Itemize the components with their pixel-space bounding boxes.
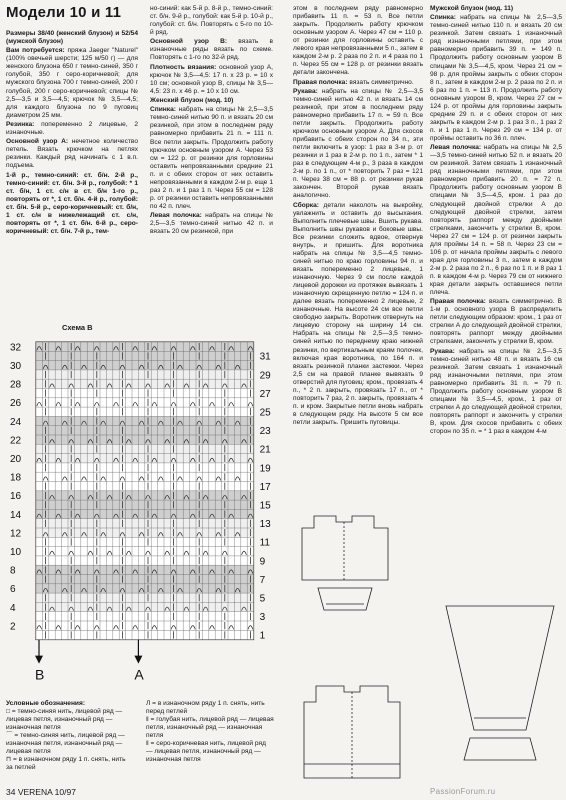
women-left-text: набрать на спицы № 2,5—3,5 темно-синей нитью 42 п. и вязать 20 см резинкой, при: [150, 212, 273, 236]
row-number-right: 1: [259, 630, 266, 642]
row-number-right: 27: [259, 388, 271, 400]
legend-item: ⊓ = в изнаночном ряду 1 п. снять, нить за петлей: [6, 756, 126, 772]
men-left-heading: Левая полочка:: [430, 144, 482, 152]
women-sleeves-heading: Рукава:: [293, 87, 318, 95]
legend-item: ⌒ = темно-синяя нить, лицевой ряд — изнаночная петля, изнаночный ряд — лицевая петля: [6, 732, 125, 756]
page-footer: 34 VERENA 10/97: [6, 787, 76, 797]
women-left-heading: Левая полочка:: [150, 212, 202, 220]
row-number-left: 22: [10, 435, 22, 447]
density-text: основной узор А, крючок № 3,5—4,5: 17 п. х 23 р. = 10 х 10 см; основной узор В, спицы № 3,5—4,5: 23 п. х 46 р. = 10 х 10 см.: [150, 63, 273, 95]
men-column: [430, 5, 562, 605]
women-left-cont: этом в последнем ряду равномерно прибавить 11 п. = 53 п. Все петли закрыть. Продолжить работу крючком основным узором А. Через 47 см = 110 р. от резинки для горловины оставить с левого края непровязанными 5 п., затем в каждом 2-м р. 2 раза по 2 п. и 4 раза по 1 п. Через 55 см = 128 р. от резинки вязать детали закончена.: [293, 5, 423, 77]
row-number-left: 14: [10, 509, 22, 521]
men-back-heading: Спинка:: [430, 14, 456, 22]
density-heading: Плотность вязания:: [150, 63, 217, 71]
women-sleeves-text: набрать на спицы № 2,5—3,5 темно-синей нитью 42 п. и вязать 14 см резинкой, при этом в последнем ряду равномерно прибавить 17 п. = 59 п. Все петли закрыть. Продолжить работу крючком основным узором А. Для скосов прибавить с обеих сторон по 34 п., эти петли включить в узор: 1 раз в 3-м р. от резинки и 1 раз в 2-м р. по 1 п., затем * 1 раз в следующем 4-м р., 3 раза в каждом 2-м р. по 1 п., от * повторить 7 раз = 121 п. Через 38 см = 88 р. от резинки рукав закончен. Второй рукав вязать аналогично.: [293, 87, 423, 200]
pattern-a-text: нечетное количество петель. Вязать крючком на петлях резинки. Каждый ряд начинать с 1 в.п. подъема.: [6, 138, 138, 170]
row-number-left: 18: [10, 472, 22, 484]
arrow-a-head: [134, 656, 142, 664]
men-back-text: набрать на спицы № 2,5—3,5 темно-синей нитью 110 п. и вязать 20 см резинкой. Затем связать 1 изнаночный ряд изнаночными петлями, при этом равномерно прибавить 39 п. = 149 п. Продолжить работу основным узором В спицами № 3,5—4,5, кром. Через 21 см = 98 р. для проймы закрыть с обеих сторон 8 п., затем в каждом 2-м р. 2 раза по 2 п. и 6 раз по 1 п. = 113 п. Продолжить работу основным узором В, кром. Через 27 см = 124 р. от проймы для горловины закрыть средние 29 п. и с обеих сторон от них закрыть в каждом 2-м р. 1 раз 3 п., 1 раз 2 п. и 1 раз 1 п. Через 29 см = 134 р. от проймы оставить по 36 п. плеч.: [430, 14, 562, 142]
legend-item: □ = темно-синяя нить, лицевой ряд — лицевая петля, изнаночный ряд — изнаночная петля: [6, 708, 123, 732]
row-number-right: 23: [259, 426, 271, 438]
row-number-right: 9: [259, 556, 266, 568]
men-left-text: набрать на спицы № 2,5—3,5 темно-синей нитью 52 п. и вязать 20 см резинкой. Затем связать 1 изнаночный ряд изнаночными петлями, при этом равномерно прибавить 20 п. = 72 п. Продолжить работу основным узором В спицами № 3,5—4,5, кром. 1 раз до следующей двойной стрелки А до следующей двойной стрелки, затем повторять раппорт между двойными стрелками, закончить у стрелки В, кром. Через 27 см = 124 р. от резинки закрыть для проймы 14 п. = 58 п. Через 23 см = 106 р. от начала проймы закрыть с левого края для горловины 3 п., затем в каждом 2-м р. 2 раза по 2 п., 6 раз по 1 п. и 8 раз 1 п. в каждом 4-м р. Через 79 см от нижнего края детали закрыть оставшиеся петли плеча.: [430, 144, 562, 297]
row-number-left: 4: [10, 602, 16, 614]
row-number-left: 8: [10, 565, 16, 577]
men-sleeves-text: набрать на спицы № 2,5—3,5 темно-синей нитью 48 п. и вязать 16 см резинкой. Затем связать 1 изнаночный ряд изнаночными петлями, при этом равномерно прибавить 31 п. = 79 п. Продолжить работу основным узором В спицами № 3,5—4,5, кром., 1 раз от стрелки А до следующей двойной стрелки, повторять раппорт и закончить у стрелки В, кром. Для скосов прибавить с обеих сторон по 35 п. = * 1 раз в каждом 4-м: [430, 347, 562, 436]
row-number-left: 30: [10, 360, 22, 372]
men-heading: Мужской блузон (мод. 11): [430, 5, 514, 12]
women-column-2: [293, 5, 423, 505]
row-number-left: 6: [10, 584, 16, 596]
row-number-left: 32: [10, 342, 22, 354]
legend-heading: Условные обозначения:: [6, 700, 86, 707]
pattern-a-heading: Основной узор А:: [6, 138, 69, 146]
row-number-left: 24: [10, 416, 22, 428]
legend: [6, 700, 276, 784]
women-pattern-pieces: [296, 508, 394, 616]
row-number-right: 3: [259, 612, 266, 624]
row-number-right: 7: [259, 574, 266, 586]
row-number-left: 20: [10, 453, 22, 465]
pattern-b-text: вязать в изнаночные ряды вязать по схеме. Повторять с 1-го по 32-й ряд.: [150, 38, 273, 62]
arrow-b-head: [35, 656, 43, 664]
row-number-right: 19: [259, 463, 271, 475]
assembly-text: детали наколоть на выкройку, увлажнить и оставить до высыхания. Выполнить плечевые швы. Вшить рукава. Выполнить швы рукавов и боковые швы. Все резинки сложить вдвое, отвернув внутрь, и пришить. Для воротника набрать на спицы № 3,5—4,5 темно-синей нитью по краю горловины 94 п. и вязать попеременно 2 лицевые, 1 изнаночную. Через 9 см после каждой лицевой дорожки из протяжек вывязать 1 изнаночную скрещенную петлю = 124 п. и далее вязать попеременно 2 лицевые, 2 изнаночные. На высоте 24 см все петли свободно закрыть. Воротник отвернуть на лицевую сторону на ширину 14 см. Набрать на спицы № 2,5—3,5 темно-синей нитью по переднему краю нижней резинки, по вертикальным краям полочек, включая края воротника, по 164 п. и вязать резинкой планки застежки. Через 2,5 см на правой планке вывязать 9 отверстий для пуговиц: кром., провязать 4 п., * 2 п. закрыть, провязать 17 п., от * повторить 7 раз, 2 п. закрыть, провязать 4 п. и кром. Закрытые петли вновь набрать в следующем ряду. На высоте 5 см все петли закрыть. Пришить пуговицы.: [293, 201, 423, 426]
women-right-heading: Правая полочка:: [293, 78, 348, 86]
rib-heading: Резинка:: [6, 120, 35, 128]
legend-item: ‖ = голубая нить, лицевой ряд — лицевая петля, изнаночный ряд — изнаночная петля: [146, 716, 274, 740]
arrow-b-label: B: [35, 666, 45, 683]
watermark: PassionForum.ru: [430, 787, 496, 796]
intro-column: [6, 30, 138, 317]
row-number-right: 11: [259, 537, 270, 549]
legend-item: ‖ = серо-коричневая нить, лицевой ряд — лицевая петля, изнаночный ряд — изнаночная петля: [146, 740, 266, 764]
row-number-right: 17: [259, 481, 271, 493]
row-number-left: 16: [10, 491, 22, 503]
sleeve-pattern-piece: [440, 600, 560, 770]
legend-item: Л = в изнаночном ряду 1 п. снять, нить перед петлей: [146, 700, 265, 716]
pattern-a-cont: но-синий: как 5-й р. 8-й р., темно-синий: ст. б/н. 9-й р., голубой: как 5-й р. 10-й р., голубой: ст. б/н. Повторять с 5-го по 10-й ряд.: [150, 5, 273, 37]
men-sleeves-heading: Рукава:: [430, 347, 455, 355]
men-right-text: вязать симметрично. В 1-м р. основного узора В распределить петли следующим образом: кром., 1 раз от стрелки А до следующей двойной стрелки, повторять раппорт между двойными стрелками, закончить у стрелки В, кром.: [430, 298, 562, 346]
row-number-left: 12: [10, 528, 22, 540]
pattern-b-heading: Основной узор В:: [150, 38, 228, 46]
women-back-text: набрать на спицы № 2,5—3,5 темно-синей нитью 90 п. и вязать 20 см резинкой, при этом в последнем ряду равномерно прибавить 21 п. = 111 п. Все петли закрыть. Продолжить работу крючком основным узором А. Через 53 см = 122 р. от резинки для горловины оставить непровязанными средние 21 п. и с обеих сторон от них оставить непровязанными в каждом 2-м р. еще 1 раз 2 п. и 1 раз 1 п. Через 55 см = 128 р. от резинки оставить непровязанными по 42 п. плеч.: [150, 106, 273, 210]
women-right-text: вязать симметрично.: [349, 78, 414, 86]
men-pattern-pieces: [296, 680, 424, 788]
row-number-right: 5: [259, 593, 266, 605]
row-number-left: 2: [10, 621, 16, 633]
row-number-right: 31: [259, 351, 271, 363]
row-number-right: 13: [259, 519, 271, 531]
row-number-right: 15: [259, 500, 271, 512]
men-right-heading: Правая полочка:: [430, 298, 486, 306]
arrow-a-label: A: [134, 666, 144, 683]
page-title: Модели 10 и 11: [6, 4, 122, 21]
schema-title: Схема В: [62, 323, 93, 332]
row-number-right: 21: [259, 444, 271, 456]
row-number-right: 29: [259, 370, 271, 382]
women-column: [150, 5, 273, 255]
row-number-left: 26: [10, 398, 22, 410]
row-number-left: 28: [10, 379, 22, 391]
rib-text: попеременно 2 лицевые, 2 изнаночные.: [6, 120, 138, 136]
assembly-heading: Сборка:: [293, 201, 319, 209]
materials-heading: Вам потребуется:: [6, 47, 65, 55]
row-number-left: 10: [10, 546, 22, 558]
row-number-right: 25: [259, 407, 271, 419]
pattern-a-rows: 1-й р., темно-синий: ст. б/н. 2-й р., темно-синий: ст. б/н. 3-й р., голубой: * 1 ст. б/н, 1 ст. с/н в ст. б/н 1-го р., повторять от *, 1 ст. б/н. 4-й р., голубой: ст. б/н. 5-й р., серо-коричневый: ст. б/н, 1 ст. с/н в нижележащий ст. с/н, повторять от *, 1 ст. б/н. 6-й р., серо-коричневый: ст. б/н. 7-й р., тем-: [6, 171, 138, 235]
sizes-text: Размеры 38/40 (женский блузон) и 52/54 (мужской блузон): [6, 30, 138, 46]
materials-text: пряжа Jaeger "Naturel" (100% овечьей шерсти; 125 м/50 г) — для женского блузона 650 г темно-синей, 350 г голубой, 350 г серо-коричневой; для мужского блузона 700 г темно-синей, 200 г голубой, 200 г серо-коричневой; спицы № 2,5—3,5 и 3,5—4,5; крючок № 3,5—4,5; для каждого блузона по 9 пуговиц диаметром 25 мм.: [6, 47, 138, 119]
women-heading: Женский блузон (мод. 10): [150, 97, 234, 105]
knitting-chart: [6, 336, 278, 701]
women-back-heading: Спинка:: [150, 106, 176, 114]
